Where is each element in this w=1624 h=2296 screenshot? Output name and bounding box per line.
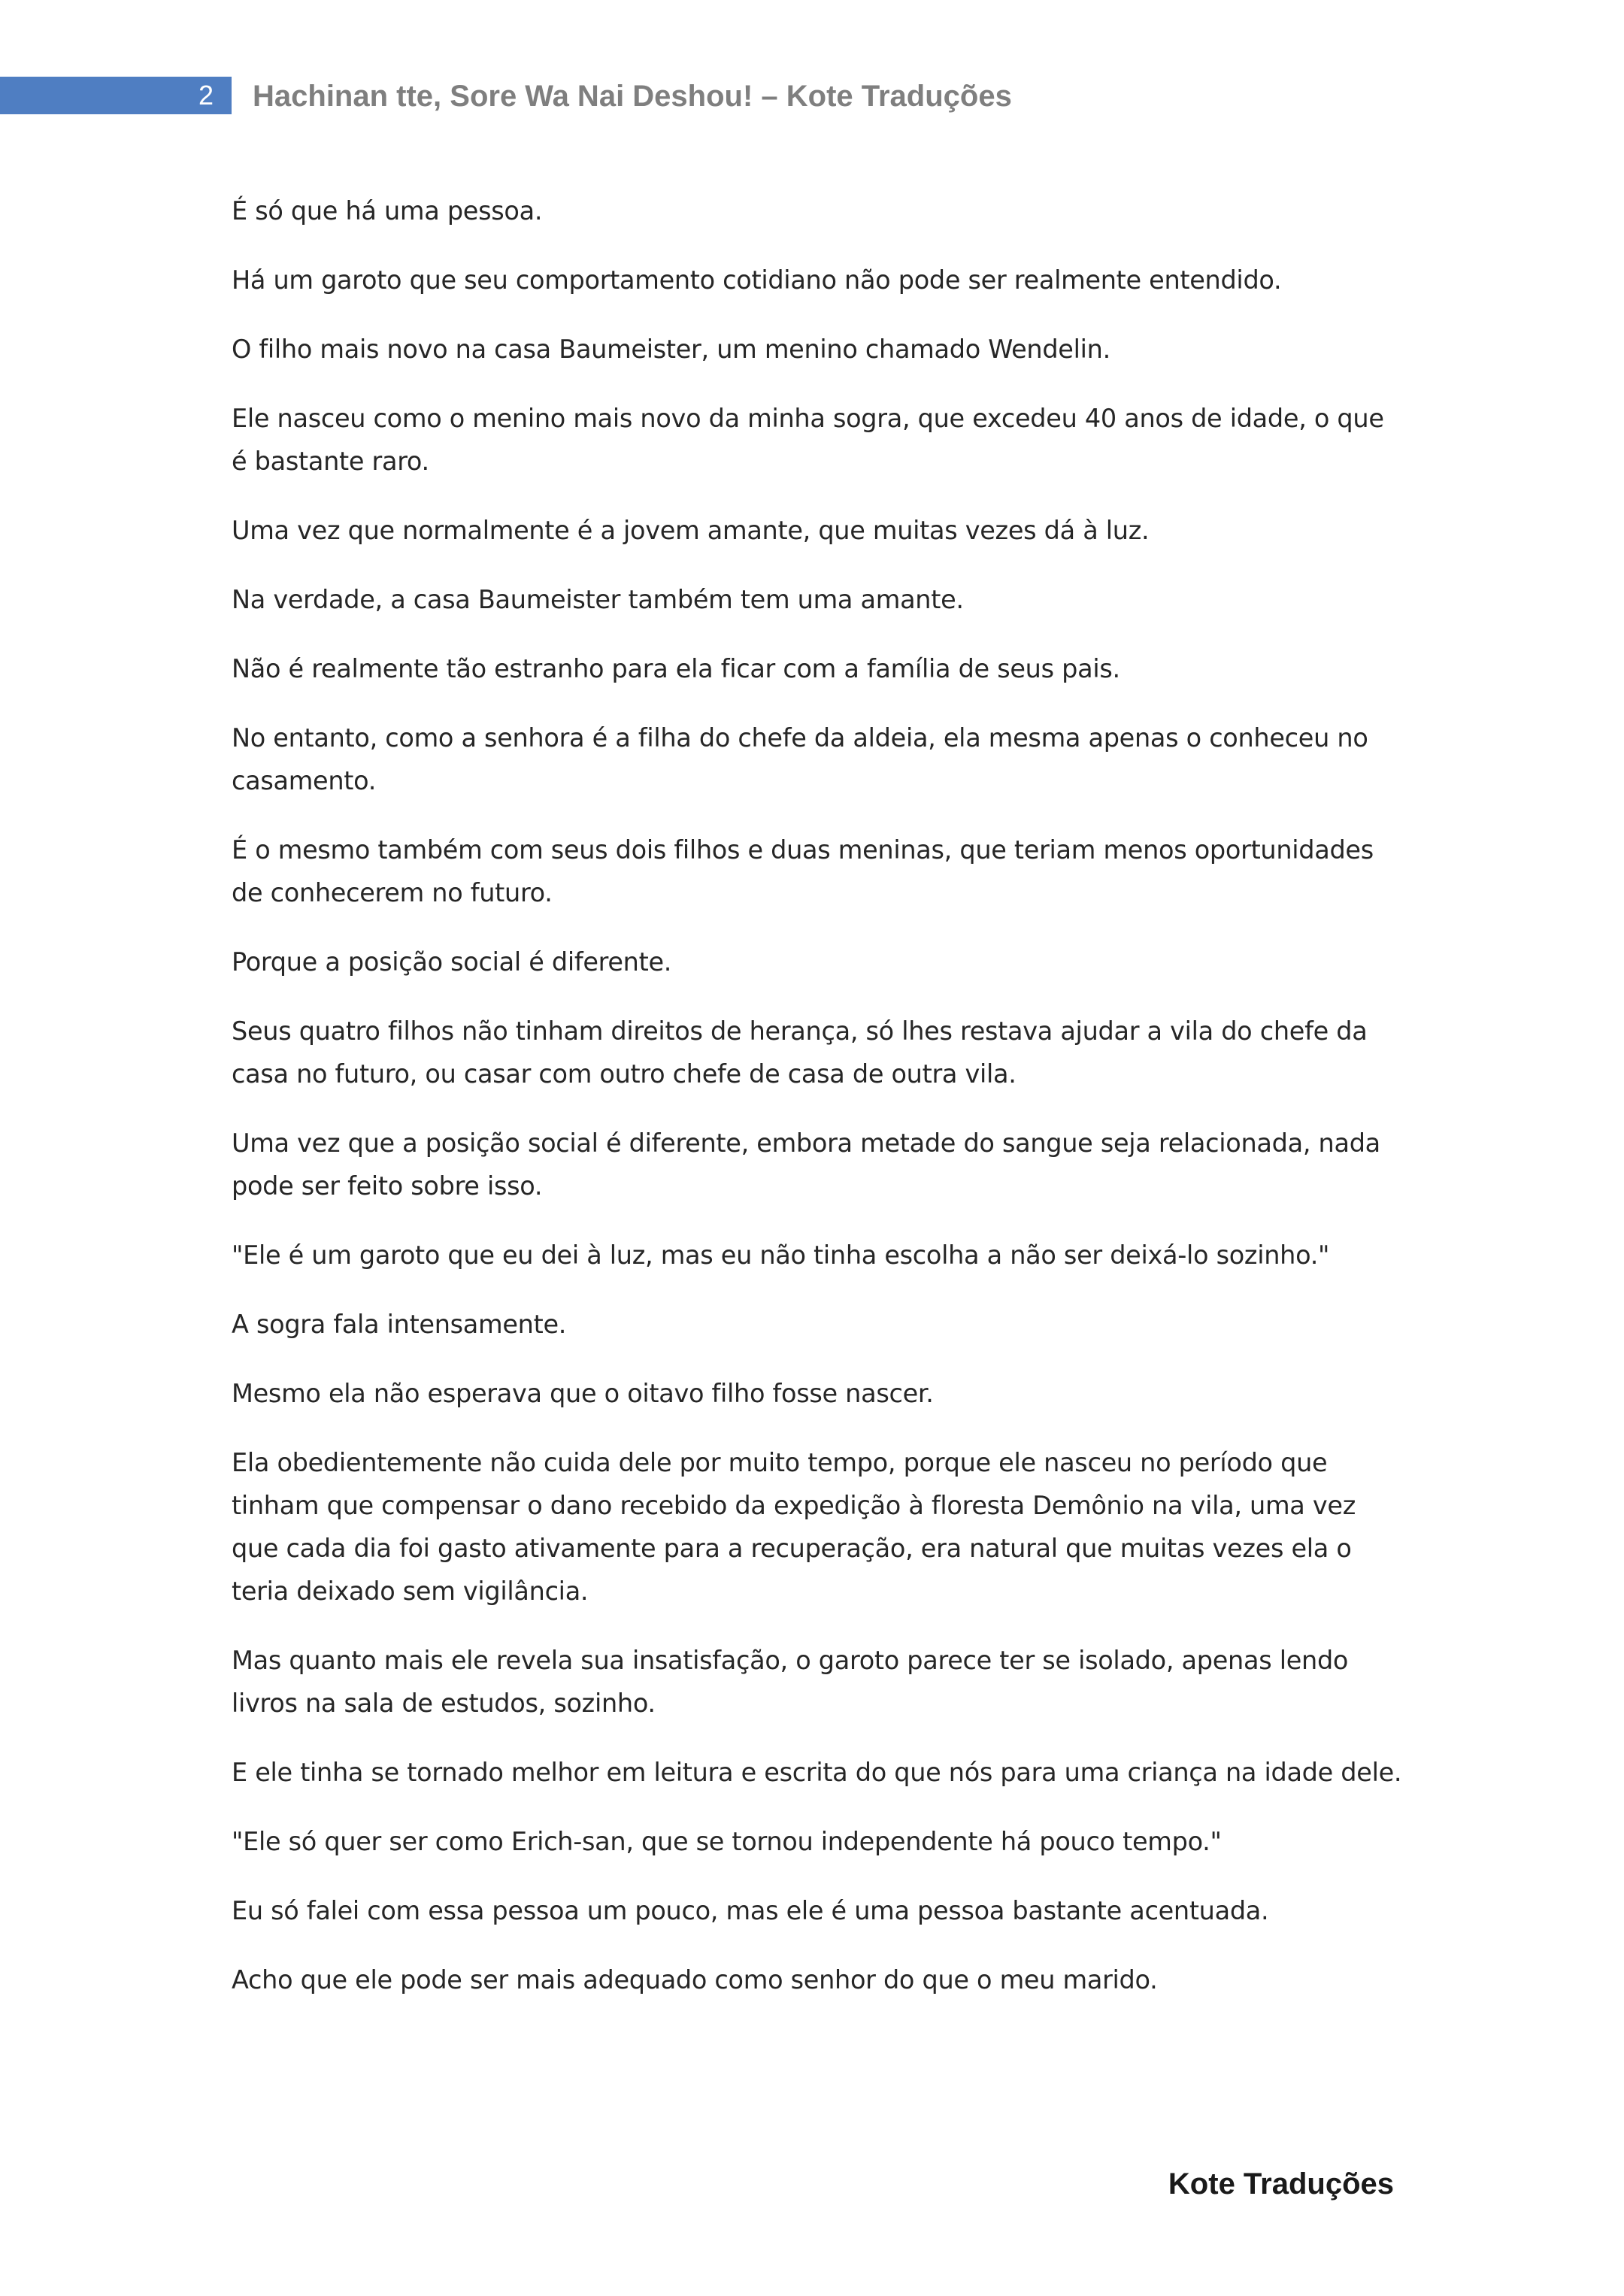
paragraph: É só que há uma pessoa. — [232, 196, 543, 226]
page-number: 2 — [198, 80, 214, 111]
header-title: Hachinan tte, Sore Wa Nai Deshou! – Kote Traduções — [253, 80, 1012, 113]
paragraph: Na verdade, a casa Baumeister também tem uma amante. — [232, 585, 964, 614]
paragraph: E ele tinha se tornado melhor em leitura e escrita do que nós para uma criança na idade dele. — [232, 1758, 1402, 1787]
paragraph: Porque a posição social é diferente. — [232, 947, 672, 977]
paragraph: "Ele é um garoto que eu dei à luz, mas eu não tinha escolha a não ser deixá-lo sozinho." — [232, 1240, 1330, 1270]
paragraph: Eu só falei com essa pessoa um pouco, mas ele é uma pessoa bastante acentuada. — [232, 1896, 1269, 1925]
paragraph: Mesmo ela não esperava que o oitavo filho fosse nascer. — [232, 1379, 934, 1408]
paragraph: Não é realmente tão estranho para ela ficar com a família de seus pais. — [232, 654, 1120, 683]
paragraph: Seus quatro filhos não tinham direitos de herança, só lhes restava ajudar a vila do chefe da casa no futuro, ou casar com outro chefe de casa de outra vila. — [232, 1016, 1368, 1089]
body-text — [232, 189, 1404, 2028]
paragraph: "Ele só quer ser como Erich-san, que se tornou independente há pouco tempo." — [232, 1827, 1222, 1856]
paragraph: Mas quanto mais ele revela sua insatisfação, o garoto parece ter se isolado, apenas lendo livros na sala de estudos, sozinho. — [232, 1646, 1349, 1718]
footer-label: Kote Traduções — [1168, 2167, 1394, 2201]
paragraph: Acho que ele pode ser mais adequado como senhor do que o meu marido. — [232, 1965, 1158, 1995]
paragraph: O filho mais novo na casa Baumeister, um menino chamado Wendelin. — [232, 335, 1110, 364]
paragraph: É o mesmo também com seus dois filhos e duas meninas, que teriam menos oportunidades de conhecerem no futuro. — [232, 835, 1374, 907]
paragraph: A sogra fala intensamente. — [232, 1310, 567, 1339]
paragraph: Uma vez que a posição social é diferente, embora metade do sangue seja relacionada, nada pode ser feito sobre isso. — [232, 1128, 1380, 1201]
paragraph: Há um garoto que seu comportamento cotidiano não pode ser realmente entendido. — [232, 265, 1282, 295]
paragraph: No entanto, como a senhora é a filha do chefe da aldeia, ela mesma apenas o conheceu no casamento. — [232, 723, 1368, 795]
paragraph: Ela obedientemente não cuida dele por muito tempo, porque ele nasceu no período que tinham que compensar o dano recebido da expedição à floresta Demônio na vila, uma vez que cada dia foi gasto ativamente para a recuperação, era natural que muitas vezes ela o teria deixado sem vigilância. — [232, 1448, 1356, 1606]
paragraph: Ele nasceu como o menino mais novo da minha sogra, que excedeu 40 anos de idade, o que é bastante raro. — [232, 404, 1384, 476]
paragraph: Uma vez que normalmente é a jovem amante, que muitas vezes dá à luz. — [232, 516, 1150, 545]
